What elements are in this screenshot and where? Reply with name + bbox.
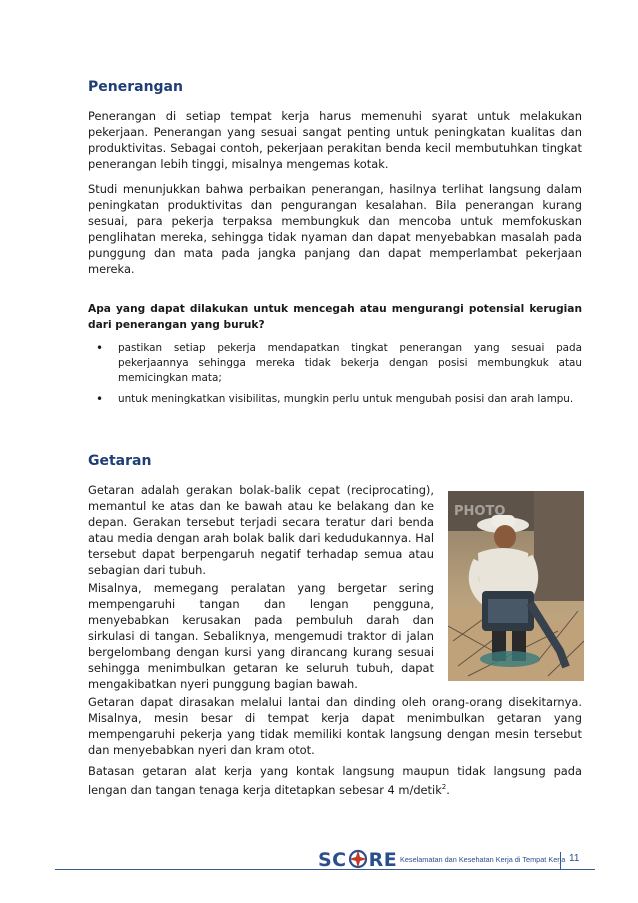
list-item: [88, 341, 582, 386]
getaran-paragraph-1: Getaran adalah gerakan bolak-balik cepat (reciprocating), memantul ke atas dan ke bawah atau ke belakang dan ke depan. Gerakan tersebut terjadi secara teratur dari benda atau media dengan arah bolak balik dari kedudukannya. Hal tersebut dapat berpengaruh negatif terhadap semua atau sebagian dari tubuh.: [88, 483, 434, 577]
worker-with-vibrating-machine-photo: [448, 491, 584, 681]
bullet-icon: •: [96, 341, 104, 355]
footnote-ref: 2: [441, 783, 447, 791]
list-item-text: untuk meningkatkan visibilitas, mungkin perlu untuk mengubah posisi dan arah lampu.: [118, 393, 574, 405]
recommendation-list: [88, 341, 582, 413]
penerangan-paragraph-2: Studi menunjukkan bahwa perbaikan penerangan, hasilnya terlihat langsung dalam peningkatan produktivitas dan pengurangan kesalahan. Bila penerangan kurang sesuai, para pekerja terpaksa membungkuk dan mencoba untuk memfokuskan penglihatan mereka, sehingga tidak nyaman dan dapat menyebabkan masalah pada punggung dan mata pada jangka panjang dan dapat memperlambat pekerjaan mereka.: [88, 182, 582, 276]
section-heading-getaran: Getaran: [88, 453, 152, 469]
list-item: [88, 392, 582, 407]
getaran-paragraph-4: [88, 763, 582, 798]
photo-watermark: PHOTO: [454, 504, 506, 519]
footer-caption: Keselamatan dan Kesehatan Kerja di Tempat Kerja: [400, 855, 566, 864]
question-heading: Apa yang dapat dilakukan untuk mencegah atau mengurangi potensial kerugian dari penerangan yang buruk?: [88, 303, 582, 331]
page-number: 11: [569, 853, 580, 864]
list-item-text: pastikan setiap pekerja mendapatkan tingkat penerangan yang sesuai pada pekerjaannya sehingga mereka tidak bekerja dengan posisi membungkuk atau memicingkan mata;: [118, 342, 582, 384]
logo-text-left: SC: [318, 849, 347, 871]
score-logo: [318, 849, 397, 869]
logo-star-icon: [348, 849, 368, 869]
logo-text-right: RE: [368, 849, 398, 871]
getaran-paragraph-3: Getaran dapat dirasakan melalui lantai dan dinding oleh orang-orang disekitarnya. Misalnya, mesin besar di tempat kerja dapat menimbulkan getaran yang mempengaruhi pekerja yang tidak memiliki kontak langsung dengan mesin tersebut dan menyebabkan nyeri dan kram otot.: [88, 695, 582, 757]
bullet-icon: •: [96, 392, 104, 406]
vibration-limit-text: Batasan getaran alat kerja yang kontak langsung maupun tidak langsung pada lengan dan tangan tenaga kerja ditetapkan sebesar 4 m/detik: [88, 764, 582, 797]
section-heading-penerangan: Penerangan: [88, 79, 183, 95]
sentence-end: .: [446, 782, 450, 797]
getaran-paragraph-2: Misalnya, memegang peralatan yang bergetar sering mempengaruhi tangan dan lengan pengguna, menyebabkan kerusakan pada pembuluh darah dan sirkulasi di tangan. Sebaliknya, mengemudi traktor di jalan bergelombang dengan kursi yang dirancang kurang sesuai sehingga menimbulkan getaran ke seluruh tubuh, dapat mengakibatkan nyeri punggung bagian bawah.: [88, 581, 434, 691]
penerangan-paragraph-1: Penerangan di setiap tempat kerja harus memenuhi syarat untuk melakukan pekerjaan. Penerangan yang sesuai sangat penting untuk peningkatan kualitas dan produktivitas. Sebagai contoh, pekerjaan perakitan benda kecil membutuhkan tingkat penerangan lebih tinggi, misalnya mengemas kotak.: [88, 109, 582, 171]
